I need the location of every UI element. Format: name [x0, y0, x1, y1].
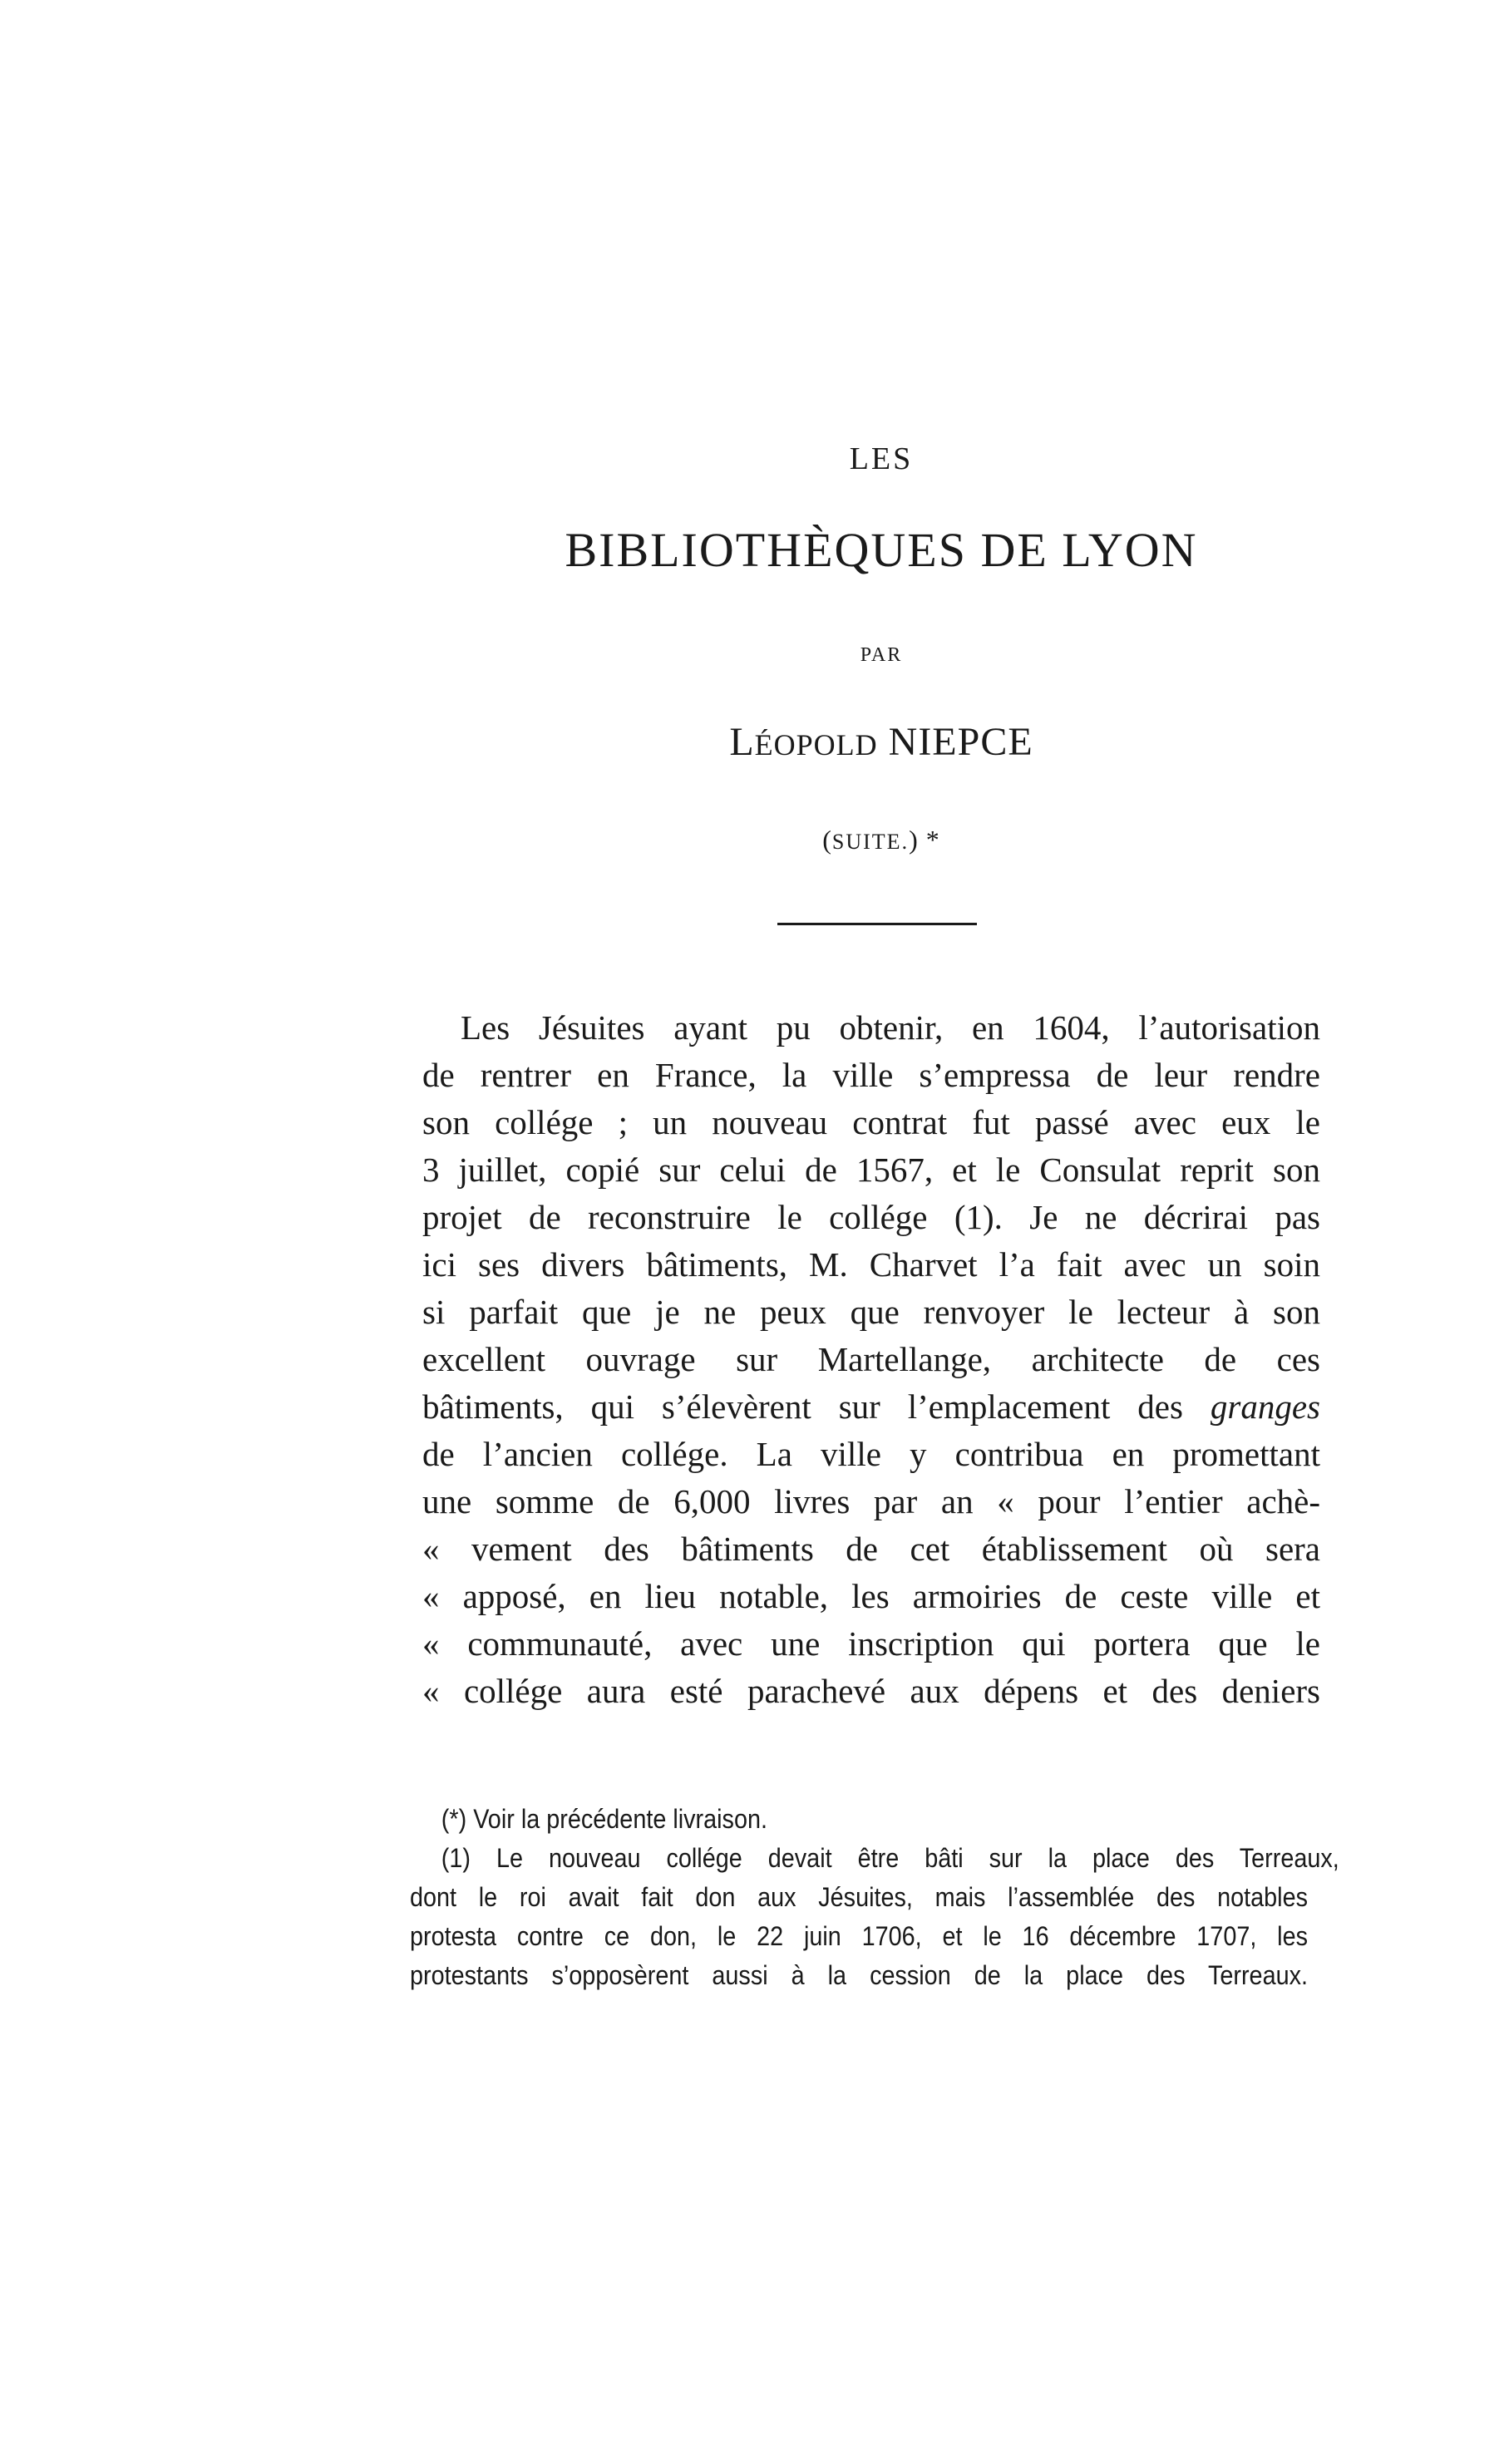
suite-label: [0, 825, 1504, 855]
body-line: de rentrer en France, la ville s’empressa de leur rendre: [422, 1056, 1320, 1094]
body-line: son collége ; un nouveau contrat fut passé avec eux le: [422, 1103, 1320, 1141]
body-line: 3 juillet, copié sur celui de 1567, et le Consulat reprit son: [422, 1151, 1320, 1189]
title-divider: [777, 923, 977, 925]
body-line: Les Jésuites ayant pu obtenir, en 1604, l’autorisation: [461, 1008, 1320, 1047]
footnote-line: (*) Voir la précédente livraison.: [441, 1804, 767, 1834]
footnotes: [410, 1800, 1339, 1995]
body-line: de l’ancien collége. La ville y contribua en promettant: [422, 1435, 1320, 1473]
body-italic-word: granges: [1210, 1387, 1320, 1426]
header-les: LES: [849, 441, 914, 476]
body-paragraph: [422, 1004, 1320, 1715]
footnote-line: protestants s’opposèrent aussi à la cession de la place des Terreaux.: [410, 1960, 1308, 1990]
body-line: si parfait que je ne peux que renvoyer le lecteur à son: [422, 1293, 1320, 1331]
body-line: ici ses divers bâtiments, M. Charvet l’a fait avec un soin: [422, 1245, 1320, 1284]
author-first-initial: L: [729, 720, 755, 764]
page-title: BIBLIOTHÈQUES DE LYON: [565, 523, 1198, 577]
body-line: excellent ouvrage sur Martellange, architecte de ces: [422, 1340, 1320, 1378]
author-first-rest: ÉOPOLD: [754, 728, 878, 761]
body-line: « vement des bâtiments de cet établissement où sera: [422, 1530, 1320, 1568]
footnote-line: dont le roi avait fait don aux Jésuites, mais l’assemblée des notables: [410, 1882, 1308, 1912]
suite-word: SUITE.: [831, 830, 910, 854]
author-last-name: NIEPCE: [888, 720, 1033, 764]
author-name: [0, 719, 1504, 765]
suite-close: ) *: [909, 825, 940, 855]
body-line: « collége aura esté parachevé aux dépens et des deniers: [422, 1672, 1320, 1710]
body-line: projet de reconstruire le collége (1). Je ne décrirai pas: [422, 1198, 1320, 1236]
body-line: « apposé, en lieu notable, les armoiries de ceste ville et: [422, 1577, 1320, 1615]
footnote-line: (1) Le nouveau collége devait être bâti sur la place des Terreaux,: [441, 1843, 1339, 1873]
body-line: [422, 1383, 1320, 1431]
header-par: PAR: [860, 644, 903, 666]
body-line: « communauté, avec une inscription qui portera que le: [422, 1624, 1320, 1663]
body-line: une somme de 6,000 livres par an « pour l’entier achè-: [422, 1482, 1320, 1520]
suite-open: (: [822, 825, 832, 855]
footnote-line: protesta contre ce don, le 22 juin 1706, et le 16 décembre 1707, les: [410, 1921, 1308, 1951]
body-line-text: bâtiments, qui s’élevèrent sur l’emplacement des: [422, 1387, 1183, 1426]
